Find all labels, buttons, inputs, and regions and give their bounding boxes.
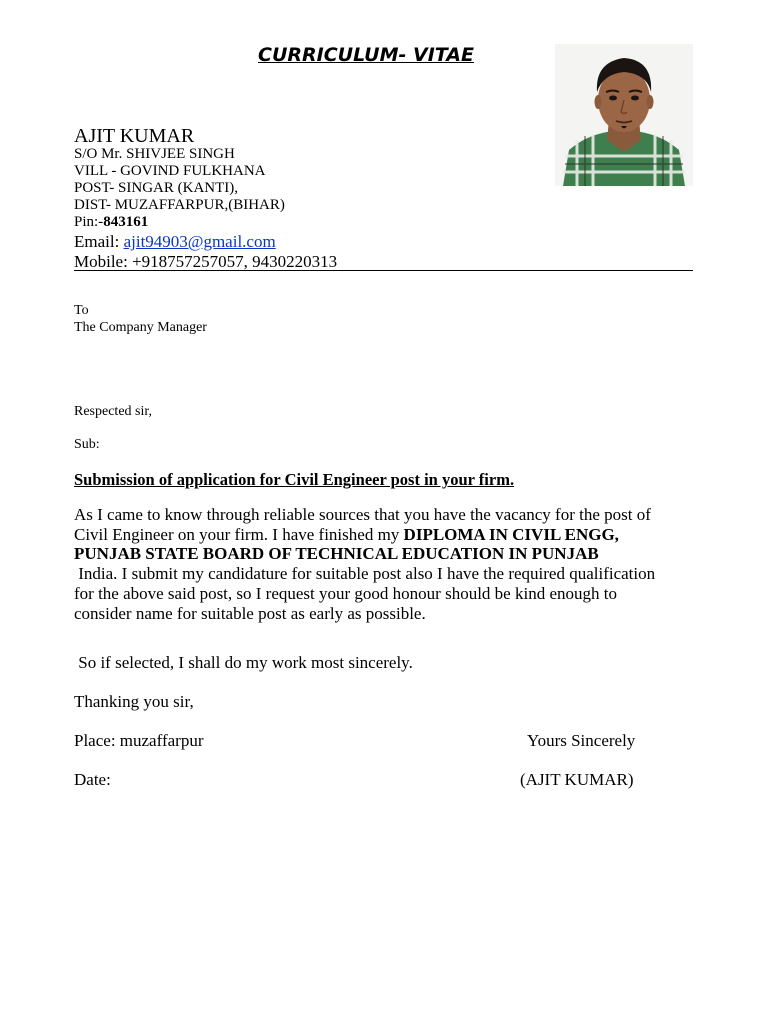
paragraph-line — [74, 525, 699, 545]
place-line: Place: muzaffarpur — [74, 731, 204, 750]
email-row — [74, 232, 276, 252]
address-line: VILL - GOVIND FULKHANA — [74, 163, 266, 179]
paragraph-line: consider name for suitable post as early as possible. — [74, 603, 426, 623]
subject-line — [74, 470, 514, 490]
paragraph-line: India. I submit my candidature for suitable post also I have the required qualification — [74, 564, 656, 584]
board-text: PUNJAB STATE BOARD OF TECHNICAL EDUCATION IN PUNJAB — [74, 544, 599, 564]
mobile-number: Mobile: +918757257057, 9430220313 — [74, 252, 338, 271]
address-line: POST- SINGAR (KANTI), — [74, 180, 239, 196]
pin-value: 843161 — [103, 214, 149, 230]
applicant-photo — [555, 44, 693, 186]
diploma-text: DIPLOMA IN CIVIL ENGG, — [403, 524, 619, 544]
document-title: CURRICULUM- VITAE — [258, 44, 474, 66]
address-line: DIST- MUZAFFARPUR,(BIHAR) — [74, 197, 285, 213]
applicant-name: AJIT KUMAR — [74, 125, 195, 147]
pin-code — [74, 214, 148, 231]
letter-to: To — [74, 303, 89, 318]
paragraph-text: Civil Engineer on your firm. I have finished my — [74, 524, 404, 544]
paragraph-line: As I came to know through reliable sources that you have the vacancy for the post of — [74, 505, 651, 524]
letter-recipient: The Company Manager — [74, 320, 207, 335]
subject-period: . — [509, 470, 515, 489]
body-paragraph — [74, 505, 699, 623]
pin-label: Pin:- — [74, 214, 104, 230]
paragraph-line: for the above said post, so I request your good honour should be kind enough to — [74, 583, 617, 603]
date-line: Date: — [74, 770, 111, 789]
closing-line: So if selected, I shall do my work most sincerely. — [74, 653, 413, 672]
thanks-line: Thanking you sir, — [74, 692, 194, 711]
yours-sincerely: Yours Sincerely — [527, 731, 636, 750]
subject-label: Sub: — [74, 437, 100, 452]
email-link[interactable]: ajit94903@gmail.com — [123, 232, 276, 251]
address-line: S/O Mr. SHIVJEE SINGH — [74, 146, 235, 162]
subject-text: Submission of application for Civil Engineer post in your firm — [74, 470, 510, 489]
signature-name: (AJIT KUMAR) — [520, 770, 634, 789]
header-divider — [74, 270, 693, 271]
email-label: Email: — [74, 232, 124, 251]
salutation: Respected sir, — [74, 404, 152, 419]
